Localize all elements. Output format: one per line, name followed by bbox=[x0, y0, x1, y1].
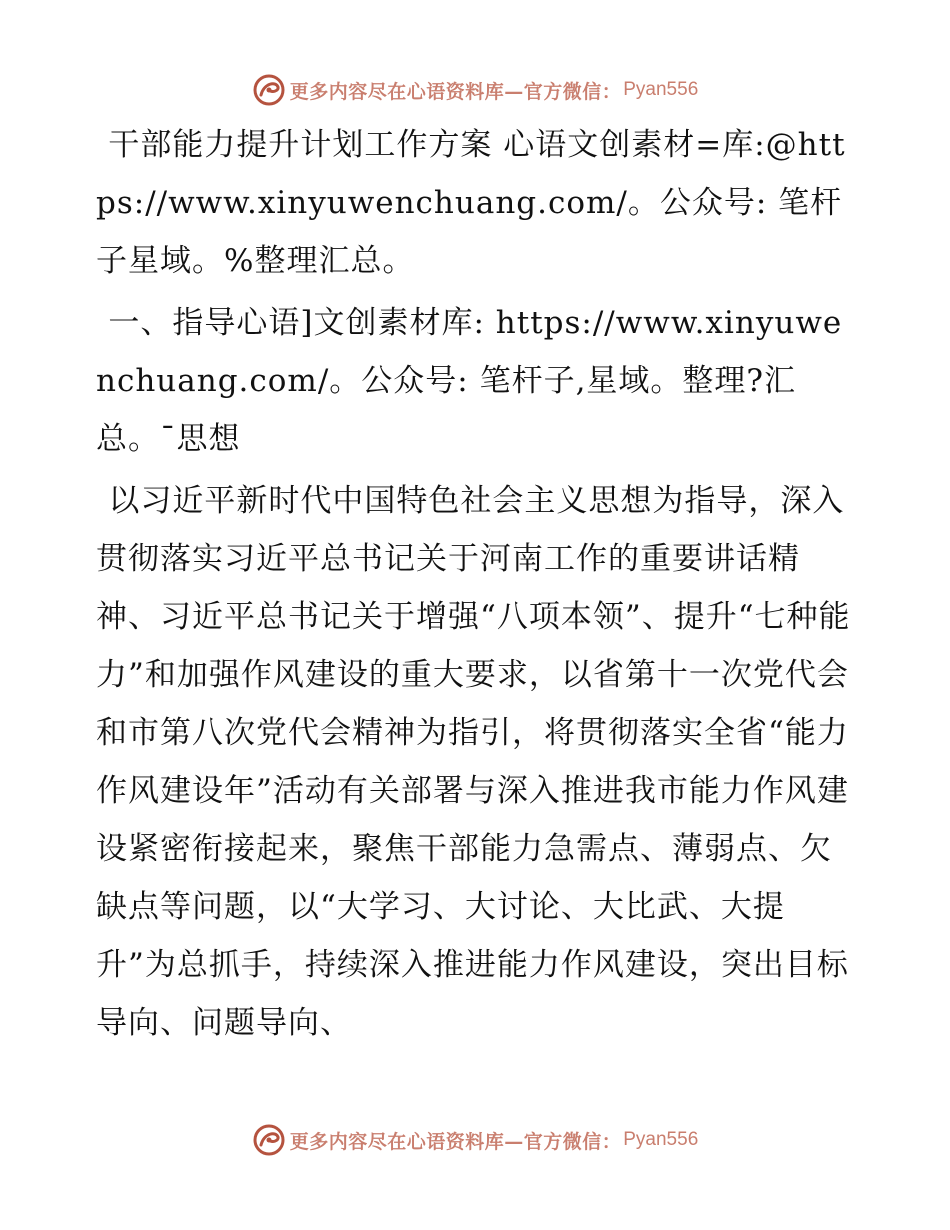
red-swirl-logo-icon bbox=[252, 73, 286, 107]
watermark-wechat-id: Pyan556 bbox=[623, 79, 699, 100]
section-heading-guiding-ideology: 一、指导心语]文创素材库: https://www.xinyuwenchuang.com/。公众号: 笔杆子,星域。整理?汇总。¯思想 bbox=[96, 305, 843, 457]
document-body bbox=[96, 116, 856, 1052]
body-paragraph: 以习近平新时代中国特色社会主义思想为指导，深入贯彻落实习近平总书记关于河南工作的重要讲话精神、习近平总书记关于增强“八项本领”、提升“七种能力”和加强作风建设的重大要求，以省第十一次党代会和市第八次党代会精神为指引，将贯彻落实全省“能力作风建设年”活动有关部署与深入推进我市能力作风建设紧密衔接起来，聚焦干部能力急需点、薄弱点、欠缺点等问题，以“大学习、大讨论、大比武、大提升”为总抓手，持续深入推进能力作风建设，突出目标导向、问题导向、 bbox=[96, 483, 851, 1041]
watermark-footer bbox=[0, 1118, 950, 1162]
red-swirl-logo-icon bbox=[252, 1123, 286, 1157]
watermark-header bbox=[0, 68, 950, 112]
watermark-text: 更多内容尽在心语资料库—官方微信： bbox=[289, 80, 622, 103]
watermark-text: 更多内容尽在心语资料库—官方微信： bbox=[289, 1130, 622, 1153]
document-title: 干部能力提升计划工作方案 心语文创素材=库:@https://www.xinyuwenchuang.com/。公众号: 笔杆子星域。%整理汇总。 bbox=[96, 127, 846, 279]
watermark-wechat-id: Pyan556 bbox=[623, 1129, 699, 1150]
